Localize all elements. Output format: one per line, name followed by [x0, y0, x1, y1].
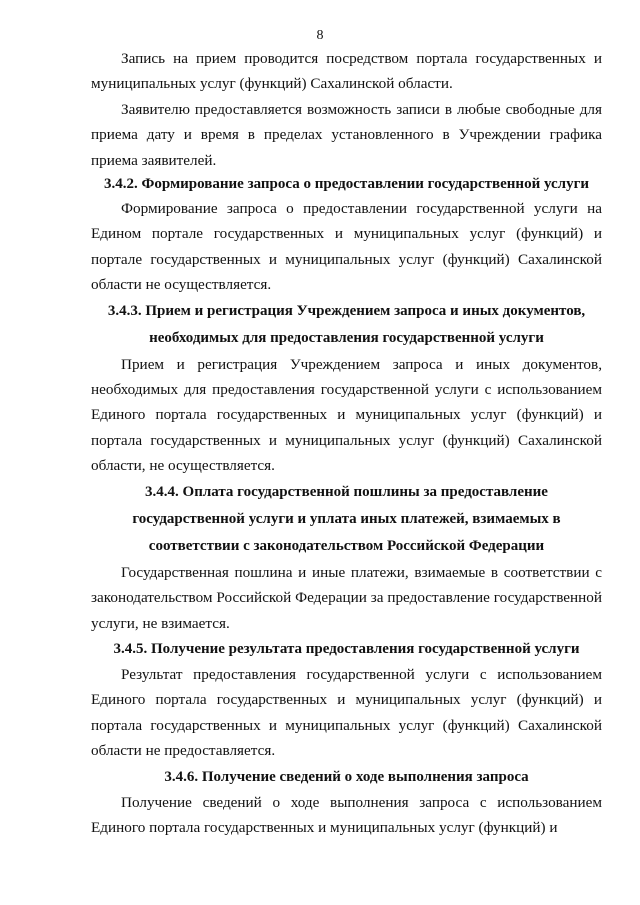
paragraph-appointment-portal: Запись на прием проводится посредством портала государственных и муниципальных услуг (функций) Сахалинской области. — [91, 50, 602, 93]
heading-3-4-6: 3.4.6. Получение сведений о ходе выполнения запроса — [164, 768, 529, 785]
heading-3-4-4: 3.4.4. Оплата государственной пошлины за предоставление государственной услуги и уплата иных платежей, взимаемых в соответствии с законодательством Российской Федерации — [132, 483, 561, 554]
paragraph-request-status: Получение сведений о ходе выполнения запроса с использованием Единого портала государственных и муниципальных услуг (функций) и — [91, 793, 602, 836]
paragraph-appointment-time: Заявителю предоставляется возможность записи в любые свободные для приема дату и время в пределах установленного в Учреждении графика приема заявителей. — [91, 100, 602, 169]
page-number: 8 — [316, 28, 324, 43]
heading-3-4-3: 3.4.3. Прием и регистрация Учреждением запроса и иных документов, необходимых для предоставления государственной услуги — [107, 302, 586, 346]
paragraph-service-result: Результат предоставления государственной услуги с использованием Единого портала государственных и муниципальных услуг (функций) и портала государственных и муниципальных услуг (функций) Сахалинской области не предоставляется. — [91, 665, 602, 760]
paragraph-request-formation: Формирование запроса о предоставлении государственной услуги на Едином портале государственных и муниципальных услуг (функций) и портале государственных и муниципальных услуг (функций) Сахалинской области не осуществляется. — [91, 200, 602, 294]
heading-3-4-2: 3.4.2. Формирование запроса о предоставлении государственной услуги — [103, 176, 590, 193]
paragraph-request-registration: Прием и регистрация Учреждением запроса и иных документов, необходимых для предоставления государственной услуги с использованием Единого портала государственных и муниципальных услуг (функций) и портала государственных и муниципальных услуг (функций) Сахалинской области, не осуществляется. — [91, 355, 602, 475]
paragraph-state-fee: Государственная пошлина и иные платежи, взимаемые в соответствии с законодательством Российской Федерации за предоставление государственной услуги, не взимается. — [91, 563, 602, 632]
heading-3-4-5: 3.4.5. Получение результата предоставления государственной услуги — [113, 640, 580, 657]
document-body — [91, 46, 602, 840]
